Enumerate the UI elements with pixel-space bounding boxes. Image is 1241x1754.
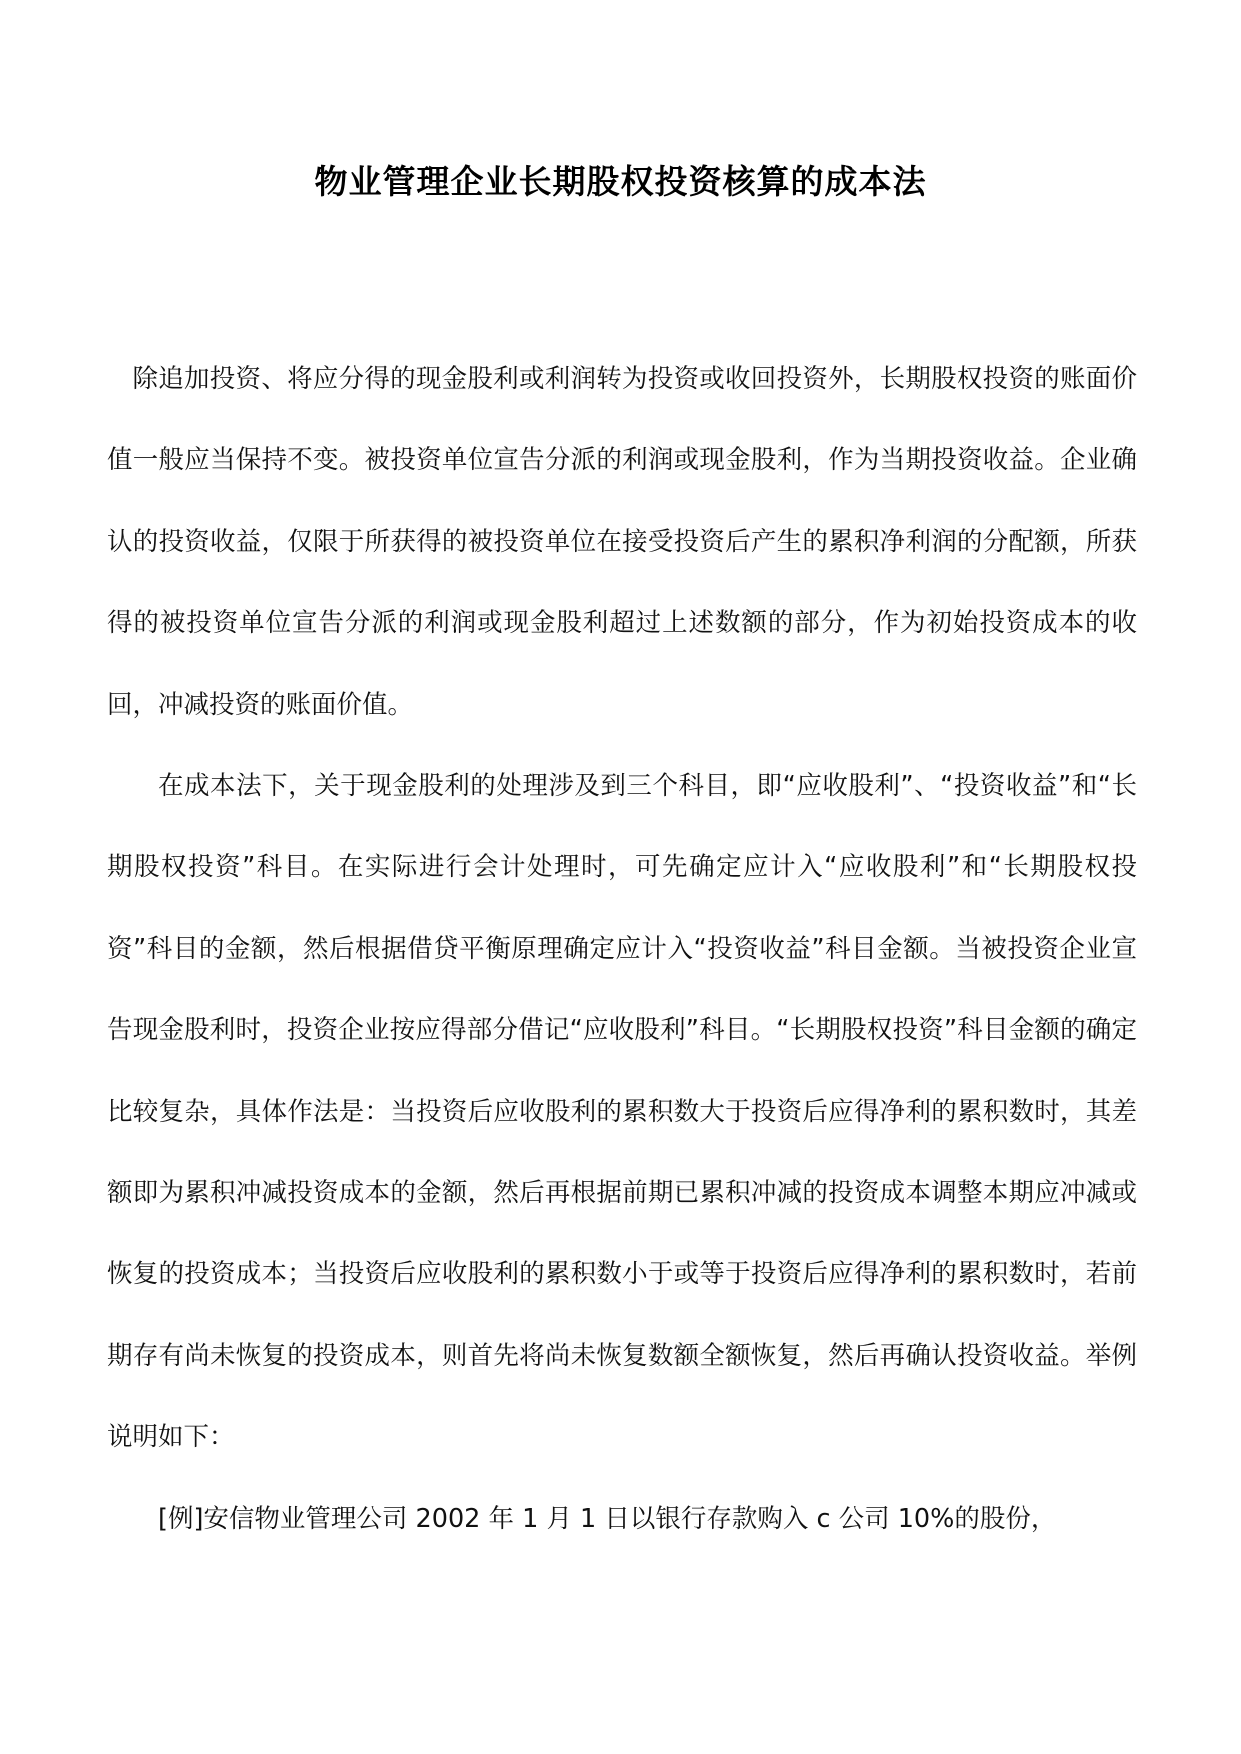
paragraph-cash-dividend-treatment: 在成本法下，关于现金股利的处理涉及到三个科目，即“应收股利”、“投资收益”和“长期股权投资”科目。在实际进行会计处理时，可先确定应计入“应收股利”和“长期股权投资”科目的金额，然后根据借贷平衡原理确定应计入“投资收益”科目金额。当被投资企业宣告现金股利时，投资企业按应得部分借记“应收股利”科目。“长期股权投资”科目金额的确定比较复杂，具体作法是：当投资后应收股利的累积数大于投资后应得净利的累积数时，其差额即为累积冲减投资成本的金额，然后再根据前期已累积冲减的投资成本调整本期应冲减或恢复的投资成本；当投资后应收股利的累积数小于或等于投资后应得净利的累积数时，若前期存有尚未恢复的投资成本，则首先将尚未恢复数额全额恢复，然后再确认投资收益。举例说明如下： xyxy=(107,771,1137,1453)
paragraph-example: [例]安信物业管理公司 2002 年 1 月 1 日以银行存款购入 c 公司 10%的股份， xyxy=(158,1503,1057,1534)
paragraph-cost-method-principle: 除追加投资、将应分得的现金股利或利润转为投资或收回投资外，长期股权投资的账面价值一般应当保持不变。被投资单位宣告分派的利润或现金股利，作为当期投资收益。企业确认的投资收益，仅限于所获得的被投资单位在接受投资后产生的累积净利润的分配额，所获得的被投资单位宣告分派的利润或现金股利超过上述数额的部分，作为初始投资成本的收回，冲减投资的账面价值。 xyxy=(107,364,1137,720)
document-title: 物业管理企业长期股权投资核算的成本法 xyxy=(314,162,927,201)
document-body xyxy=(107,339,1137,1560)
